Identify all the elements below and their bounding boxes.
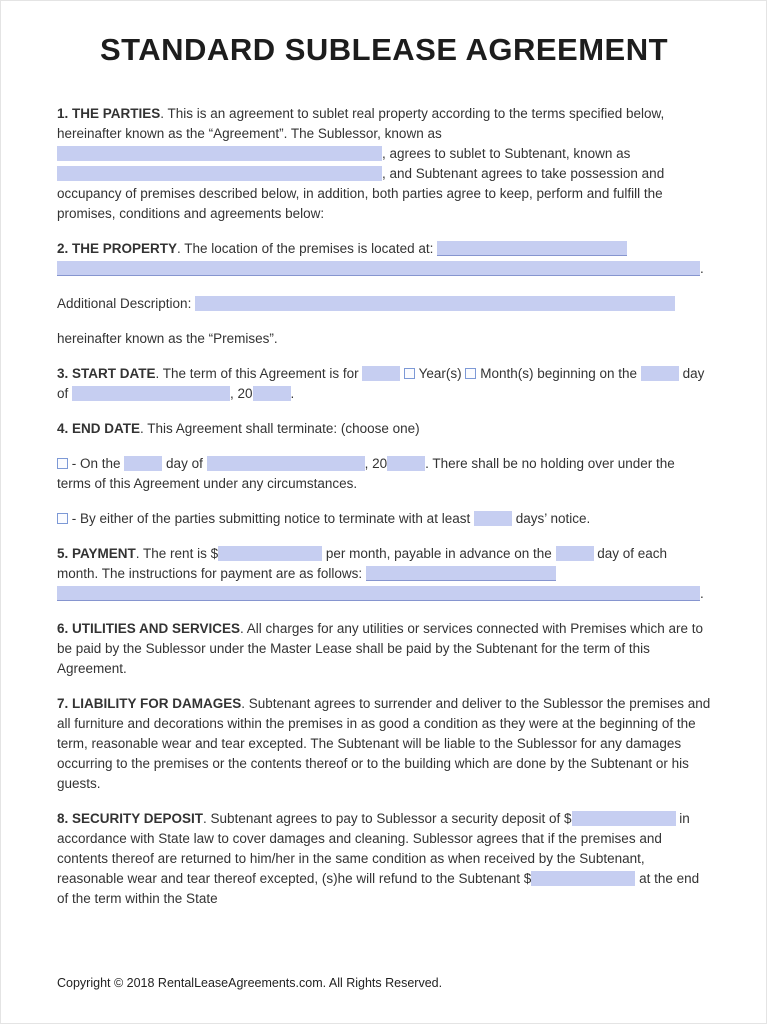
dollar-sign: $	[564, 811, 572, 827]
months-checkbox[interactable]	[465, 368, 476, 379]
section-3-start-date	[57, 364, 711, 404]
parties-text-2: , agrees to sublet to Subtenant, known as	[382, 146, 631, 162]
property-text-2: .	[700, 261, 704, 277]
utilities-body: . All charges for any utilities or services connected with Premises which are to be paid by the Sublessor under the Master Lease shall be paid by the Subtenant for the term of this Agreement.	[57, 621, 703, 677]
additional-description-field[interactable]	[195, 296, 675, 311]
end-date-option-1	[57, 454, 711, 494]
end-date-checkbox[interactable]	[57, 458, 68, 469]
notice-checkbox[interactable]	[57, 513, 68, 524]
refund-amount-field[interactable]	[531, 871, 635, 886]
section-4-heading: 4. END DATE	[57, 421, 141, 437]
section-1-parties	[57, 104, 711, 224]
end-option-1-text-2: day of	[162, 456, 207, 472]
months-label: Month(s) beginning on the	[480, 366, 641, 382]
refund-amount-group	[524, 871, 636, 886]
section-1-heading: 1. THE PARTIES	[57, 106, 161, 122]
section-3-heading: 3. START DATE	[57, 366, 156, 382]
start-date-text-3: , 20	[230, 386, 253, 402]
end-month-field[interactable]	[207, 456, 365, 471]
copyright-text: Copyright © 2018 RentalLeaseAgreements.com. All Rights Reserved.	[57, 976, 443, 990]
section-2-property	[57, 239, 711, 279]
premises-address-field-2[interactable]	[57, 261, 700, 276]
section-5-heading: 5. PAYMENT	[57, 546, 136, 562]
parties-text-1: . This is an agreement to sublet real property according to the terms specified below, hereinafter known as the “Agreement”. The Sublessor, known as	[57, 106, 665, 142]
start-year-field[interactable]	[253, 386, 291, 401]
liability-body: . Subtenant agrees to surrender and deliver to the Sublessor the premises and all furniture and decorations within the premises in as good a condition as they were at the beginning of the term, reasonable wear and tear excepted. The Subtenant will be liable to the Sublessor for any damages occurring to the premises or the contents thereof or to the building which are done by the Subtenant or his guests.	[57, 696, 711, 792]
payment-text-2: per month, payable in advance on the	[322, 546, 556, 562]
section-2-heading: 2. THE PROPERTY	[57, 241, 178, 257]
deposit-text-2: in accordance with State law to cover damages and cleaning. Sublessor agrees that if the premises and contents thereof are returned to him/her in the same condition as when received by the Subtenant, reasonable wear and tear thereof excepted, (s)he will refund to the Subtenant	[57, 811, 690, 887]
additional-description-label: Additional Description:	[57, 296, 196, 312]
dollar-sign: $	[523, 871, 532, 887]
rent-amount-field[interactable]	[218, 546, 322, 561]
section-5-payment	[57, 544, 711, 604]
premises-address-field-1[interactable]	[437, 241, 627, 256]
parties-text-3: , and Subtenant agrees to take possession and occupancy of premises described below, in addition, both parties agree to keep, perform and fulfill the promises, conditions and agreements below:	[57, 166, 665, 222]
section-8-heading: 8. SECURITY DEPOSIT	[57, 811, 204, 827]
end-day-field[interactable]	[124, 456, 162, 471]
subtenant-name-field[interactable]	[57, 166, 382, 181]
payment-text-4: .	[700, 586, 704, 602]
years-label: Year(s)	[418, 366, 462, 382]
deposit-text-1: . Subtenant agrees to pay to Sublessor a security deposit of	[203, 811, 565, 827]
page-title: STANDARD SUBLEASE AGREEMENT	[99, 32, 669, 67]
start-month-field[interactable]	[72, 386, 230, 401]
end-year-field[interactable]	[387, 456, 425, 471]
payment-text-1: . The rent is $	[135, 546, 219, 562]
section-6-heading: 6. UTILITIES AND SERVICES	[57, 621, 241, 637]
sublessor-name-field[interactable]	[57, 146, 382, 161]
deposit-amount-group	[564, 811, 676, 826]
end-option-2-text-2: days’ notice.	[511, 511, 591, 527]
end-option-1-text-1: - On the	[71, 456, 125, 472]
years-checkbox[interactable]	[404, 368, 415, 379]
payment-instructions-field-2[interactable]	[57, 586, 700, 601]
property-text-1: . The location of the premises is located at:	[177, 241, 438, 257]
rent-due-day-field[interactable]	[556, 546, 594, 561]
deposit-text-3: at the end of the term within the State	[57, 871, 700, 907]
notice-days-field[interactable]	[474, 511, 512, 526]
end-date-option-2	[57, 509, 711, 529]
start-day-field[interactable]	[641, 366, 679, 381]
start-date-text-2: day of	[57, 366, 705, 402]
end-option-1-text-4: . There shall be no holding over under the terms of this Agreement under any circumstances.	[57, 456, 675, 492]
start-date-text-1: . The term of this Agreement is for	[155, 366, 363, 382]
term-length-field[interactable]	[362, 366, 400, 381]
section-6-utilities	[57, 619, 711, 679]
payment-instructions-field-1[interactable]	[366, 566, 556, 581]
start-date-text-4: .	[290, 386, 295, 402]
end-option-2-text-1: - By either of the parties submitting notice to terminate with at least	[71, 511, 474, 527]
section-7-heading: 7. LIABILITY FOR DAMAGES	[57, 696, 242, 712]
hereinafter-note: hereinafter known as the “Premises”.	[57, 331, 278, 347]
security-deposit-field[interactable]	[572, 811, 676, 826]
section-4-end-date	[57, 419, 711, 439]
section-7-liability	[57, 694, 711, 794]
additional-description-row	[57, 294, 711, 314]
end-date-text-1: . This Agreement shall terminate: (choose one)	[140, 421, 420, 437]
payment-text-3: day of each month. The instructions for payment are as follows:	[57, 546, 668, 582]
section-8-deposit	[57, 809, 711, 909]
end-option-1-text-3: , 20	[364, 456, 388, 472]
